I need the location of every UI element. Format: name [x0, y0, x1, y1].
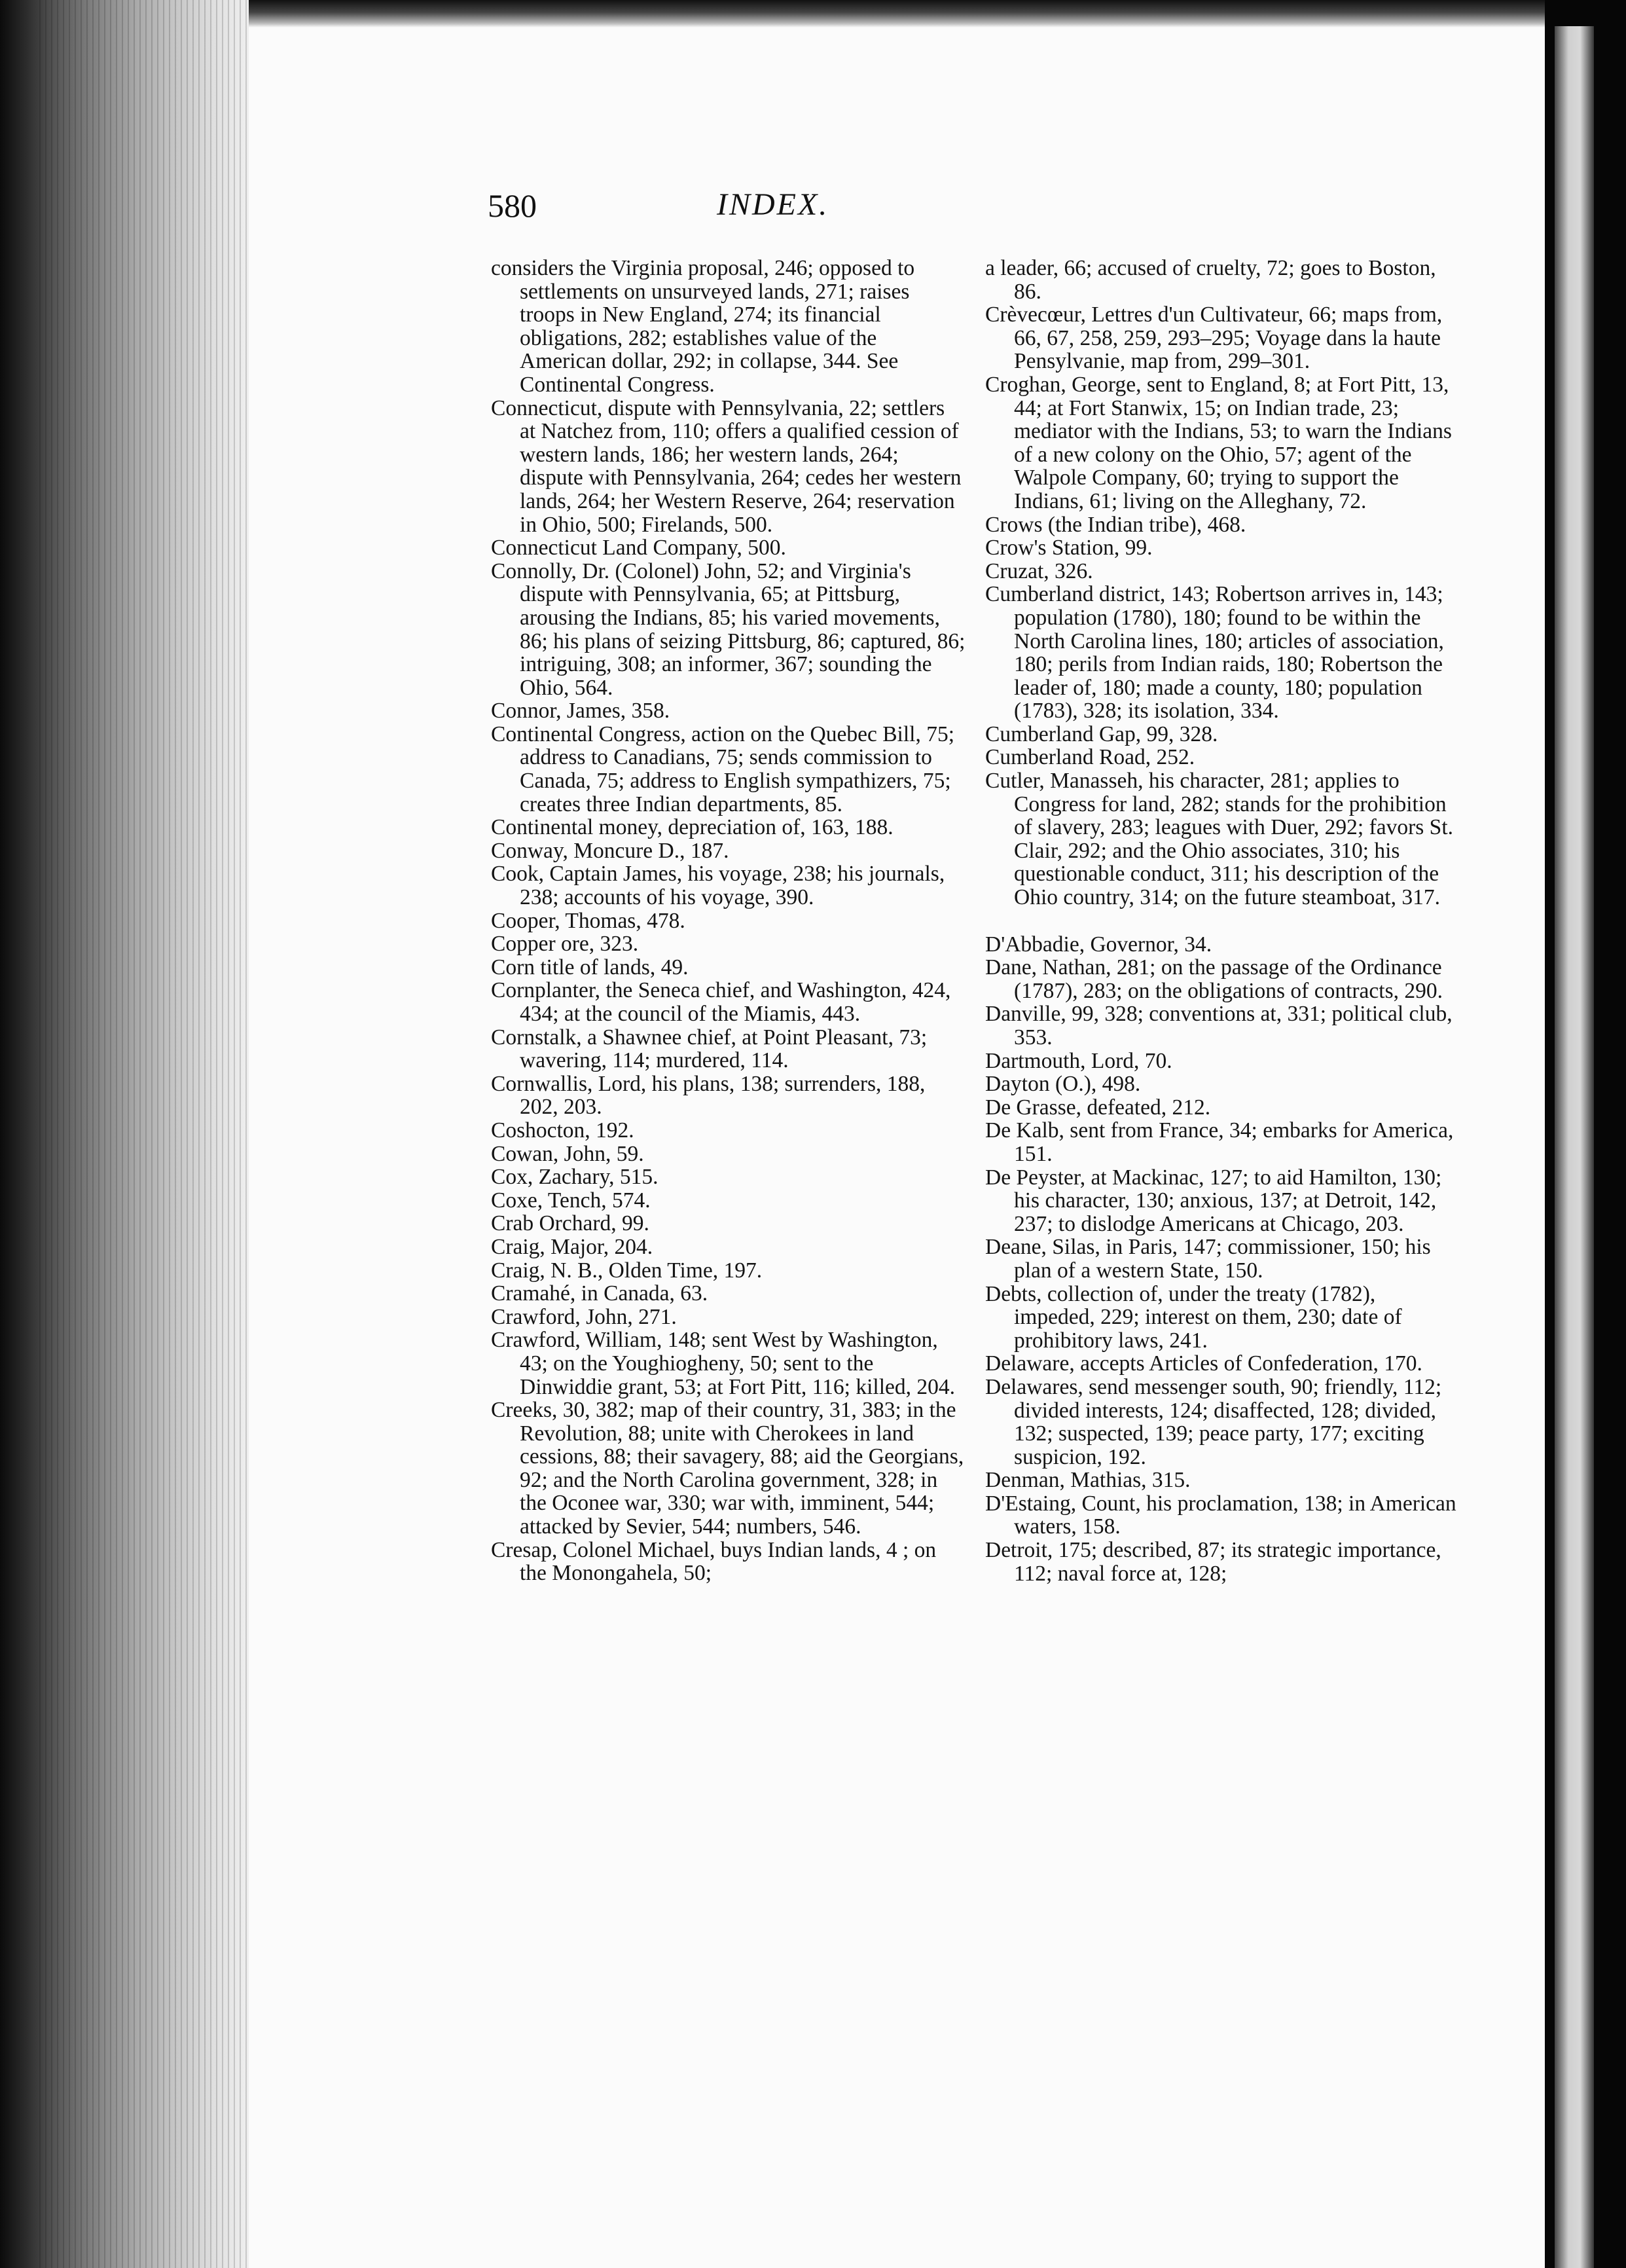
index-entry: a leader, 66; accused of cruelty, 72; goes to Boston, 86. — [985, 256, 1436, 304]
index-entry: Cowan, John, 59. — [491, 1141, 644, 1166]
index-entry: Cook, Captain James, his voyage, 238; his journals, 238; accounts of his voyage, 390. — [491, 862, 945, 910]
index-entry: Croghan, George, sent to England, 8; at Fort Pitt, 13, 44; at Fort Stanwix, 15; on Indian trade, 23; mediator with the Indians, 53; to warn the Indians of a new colony on the Ohio, 57; agent of the Walpole Company, 60; trying to support the Indians, 61; living on the Alleghany, 72. — [985, 372, 1452, 513]
index-entry: Dayton (O.), 498. — [985, 1072, 1141, 1097]
index-entry: Continental Congress, action on the Quebec Bill, 75; address to Canadians, 75; sends commission to Canada, 75; address to English sympathizers, 75; creates three Indian departments, 85. — [491, 722, 955, 816]
index-entry: Conway, Moncure D., 187. — [491, 838, 729, 863]
page-header — [488, 187, 1031, 232]
index-entry: Detroit, 175; described, 87; its strategic importance, 112; naval force at, 128; — [985, 1538, 1441, 1586]
index-entry: Creeks, 30, 382; map of their country, 31, 383; in the Revolution, 88; unite with Cherokees in land cessions, 88; their savagery, 88; aid the Georgians, 92; and the North Carolina government, 328; in the Oconee war, 330; war with, imminent, 544; attacked by Sevier, 544; numbers, 546. — [491, 1398, 964, 1539]
index-entry: Cooper, Thomas, 478. — [491, 908, 685, 933]
index-entry: Crawford, John, 271. — [491, 1304, 677, 1329]
index-entry: Cornwallis, Lord, his plans, 138; surrenders, 188, 202, 203. — [491, 1071, 926, 1120]
index-entry: Cornplanter, the Seneca chief, and Washington, 424, 434; at the council of the Miamis, 443. — [491, 978, 951, 1026]
index-entry: Coshocton, 192. — [491, 1118, 634, 1143]
index-entry: Cramahé, in Canada, 63. — [491, 1281, 708, 1306]
index-entry: Cumberland Road, 252. — [985, 745, 1195, 770]
index-entry: Denman, Mathias, 315. — [985, 1468, 1191, 1493]
index-entry: Danville, 99, 328; conventions at, 331; political club, 353. — [985, 1002, 1453, 1050]
running-head: INDEX. — [717, 187, 829, 222]
index-entry: De Grasse, defeated, 212. — [985, 1095, 1211, 1120]
index-entry: D'Estaing, Count, his proclamation, 138; in American waters, 158. — [985, 1491, 1456, 1539]
index-entry: Continental money, depreciation of, 163, 188. — [491, 815, 894, 840]
index-entry: Corn title of lands, 49. — [491, 955, 689, 979]
index-entry: Deane, Silas, in Paris, 147; commissioner, 150; his plan of a western State, 150. — [985, 1235, 1431, 1283]
index-entry: Connecticut Land Company, 500. — [491, 536, 786, 560]
index-entry: Cresap, Colonel Michael, buys Indian lands, 4 ; on the Monongahela, 50; — [491, 1537, 937, 1586]
index-entry: Coxe, Tench, 574. — [491, 1188, 651, 1213]
index-entry: Debts, collection of, under the treaty (1782), impeded, 229; interest on them, 230; date of prohibitory laws, 241. — [985, 1281, 1402, 1353]
index-entry: D'Abbadie, Governor, 34. — [985, 932, 1212, 957]
index-entry: considers the Virginia proposal, 246; opposed to settlements on unsurveyed lands, 271; raises troops in New England, 274; its financial obligations, 282; establishes value of the American dollar, 292; in collapse, 344. See Continental Congress. — [491, 256, 915, 397]
index-entry: Crows (the Indian tribe), 468. — [985, 512, 1246, 537]
index-entry: Copper ore, 323. — [491, 932, 639, 957]
index-entry: Cumberland district, 143; Robertson arrives in, 143; population (1780), 180; found to be within the North Carolina lines, 180; articles of association, 180; perils from Indian raids, 180; Robertson the leader of, 180; made a county, 180; population (1783), 328; its isolation, 334. — [985, 582, 1444, 723]
index-entry: Dartmouth, Lord, 70. — [985, 1048, 1172, 1073]
section-gap — [985, 909, 1460, 933]
index-entry: De Kalb, sent from France, 34; embarks for America, 151. — [985, 1118, 1454, 1166]
index-entry: Cornstalk, a Shawnee chief, at Point Pleasant, 73; wavering, 114; murdered, 114. — [491, 1025, 928, 1073]
index-entry: Connor, James, 358. — [491, 699, 670, 723]
page-number: 580 — [488, 187, 537, 224]
index-entry: Crab Orchard, 99. — [491, 1211, 649, 1236]
index-entry: Connolly, Dr. (Colonel) John, 52; and Virginia's dispute with Pennsylvania, 65; at Pittsburg, arousing the Indians, 85; his varied movements, 86; his plans of seizing Pittsburg, 86; captured, 86; intriguing, 308; an informer, 367; sounding the Ohio, 564. — [491, 558, 966, 700]
page-edges — [39, 0, 249, 2268]
index-entry: Cruzat, 326. — [985, 558, 1093, 583]
index-entry: Connecticut, dispute with Pennsylvania, 22; settlers at Natchez from, 110; offers a qualified cession of western lands, 186; her western lands, 264; dispute with Pennsylvania, 264; cedes her western lands, 264; her Western Reserve, 264; reservation in Ohio, 500; Firelands, 500. — [491, 395, 962, 537]
index-entry: Delawares, send messenger south, 90; friendly, 112; divided interests, 124; disaffected, 128; divided, 132; suspected, 139; peace party, 177; exciting suspicion, 192. — [985, 1374, 1442, 1469]
page-top-shadow — [249, 0, 1545, 27]
index-entry: Craig, Major, 204. — [491, 1234, 653, 1259]
index-entry: Dane, Nathan, 281; on the passage of the Ordinance (1787), 283; on the obligations of contracts, 290. — [985, 955, 1443, 1003]
index-entry: Crawford, William, 148; sent West by Washington, 43; on the Youghiogheny, 50; sent to the Dinwiddie grant, 53; at Fort Pitt, 116; killed, 204. — [491, 1328, 955, 1399]
index-entry: De Peyster, at Mackinac, 127; to aid Hamilton, 130; his character, 130; anxious, 137; at Detroit, 142, 237; to dislodge Americans at Chicago, 203. — [985, 1165, 1442, 1236]
index-entry: Crèvecœur, Lettres d'un Cultivateur, 66; maps from, 66, 67, 258, 259, 293–295; Voyage dans la haute Pensylvanie, map from, 299–301. — [985, 302, 1443, 374]
index-entry: Cumberland Gap, 99, 328. — [985, 722, 1218, 746]
index-entry: Crow's Station, 99. — [985, 536, 1153, 560]
index-column-left — [491, 257, 966, 1585]
index-entry: Cox, Zachary, 515. — [491, 1165, 659, 1190]
index-entry: Cutler, Manasseh, his character, 281; applies to Congress for land, 282; stands for the prohibition of slavery, 283; leagues with Duer, 292; favors St. Clair, 292; and the Ohio associates, 310; his questionable conduct, 311; his description of the Ohio country, 314; on the future steamboat, 317. — [985, 769, 1453, 910]
index-entry: Delaware, accepts Articles of Confederation, 170. — [985, 1351, 1422, 1376]
adjacent-page-edge — [1555, 26, 1594, 2268]
index-column-right — [985, 257, 1460, 1585]
index-entry: Craig, N. B., Olden Time, 197. — [491, 1258, 763, 1283]
